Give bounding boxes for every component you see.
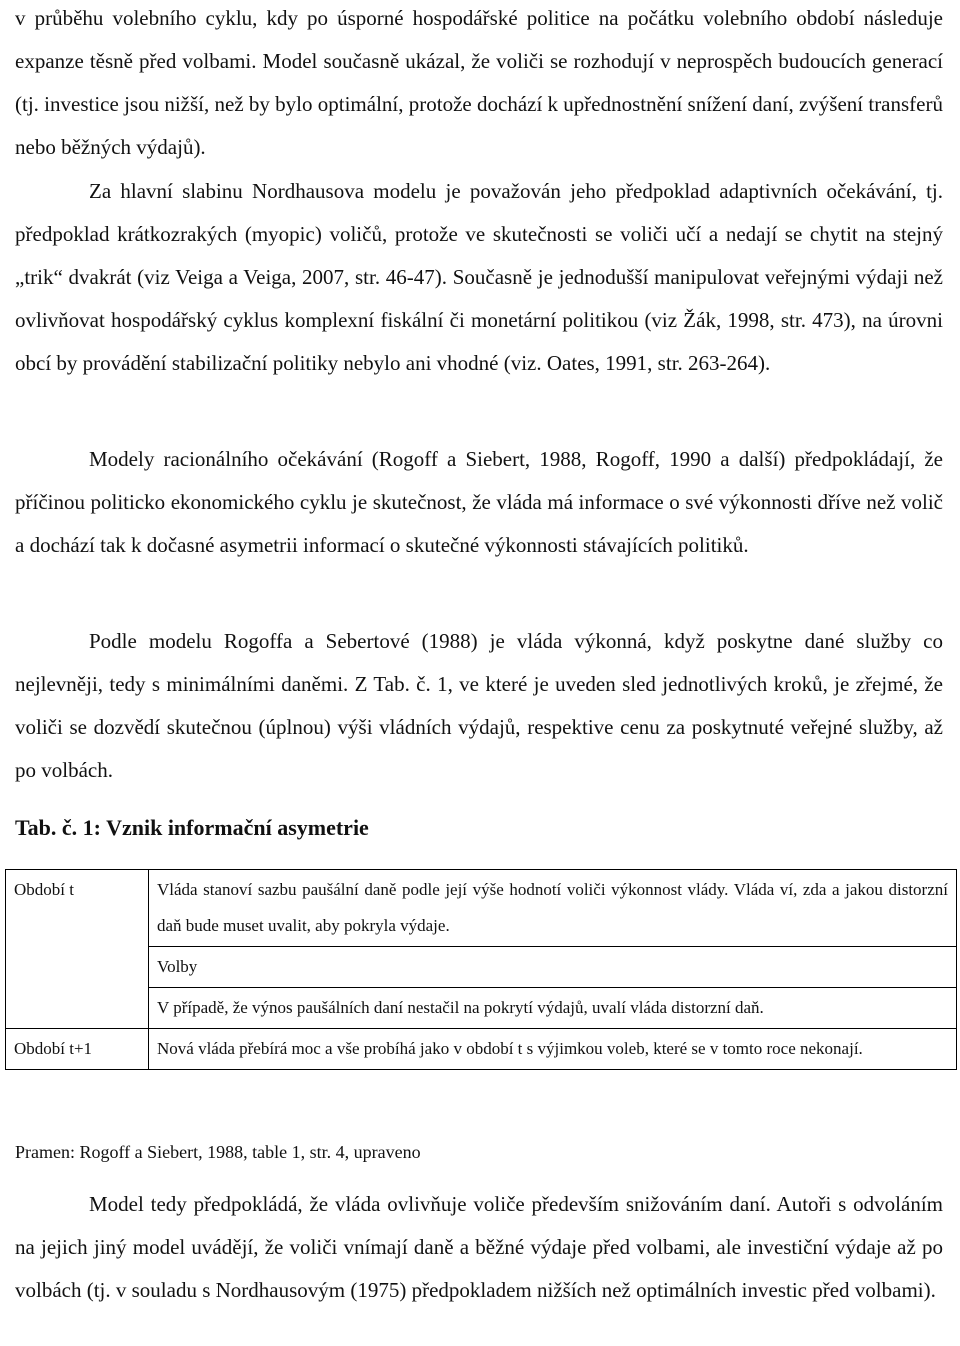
table-title: Tab. č. 1: Vznik informační asymetrie [15, 815, 369, 840]
table-source: Pramen: Rogoff a Siebert, 1988, table 1, str. 4, upraveno [15, 1142, 421, 1162]
paragraph-1: v průběhu volebního cyklu, kdy po úsporné hospodářské politice na počátku volebního období následuje expanze těsně před volbami. Model současně ukázal, že voliči se rozhodují v neprospěch budoucích generací (tj. investice jsou nižší, než by bylo optimální, protože dochází k upřednostnění snížení daní, zvýšení transferů nebo běžných výdajů). [15, 6, 943, 159]
paragraph-5: Model tedy předpokládá, že vláda ovlivňuje voliče především snižováním daní. Autoři s odvoláním na jejich jiný model uvádějí, že voliči vnímají daně a běžné výdaje před volbami, ale investiční výdaje až po volbách (tj. v souladu s Nordhausovým (1975) předpokladem nižších než optimálních investic před volbami). [15, 1192, 943, 1302]
table-row-3-text: V případě, že výnos paušálních daní nestačil na pokrytí výdajů, uvalí vláda distorzní daň. [149, 988, 957, 1029]
paragraph-4: Podle modelu Rogoffa a Sebertové (1988) je vláda výkonná, když poskytne dané služby co nejlevněji, tedy s minimálními daněmi. Z Tab. č. 1, ve které je uveden sled jednotlivých kroků, je zřejmé, že voliči se dozvědí skutečnou (úplnou) výši vládních výdajů, respektive cenu za poskytnuté veřejné služby, až po volbách. [15, 629, 943, 782]
period-t-cell: Období t [6, 870, 149, 1029]
table-row-1-text: Vláda stanoví sazbu paušální daně podle její výše hodnotí voliči výkonnost vlády. Vláda ví, zda a jakou distorzní daň bude muset uvalit, aby pokryla výdaje. [149, 870, 957, 947]
table-row-4-text: Nová vláda přebírá moc a vše probíhá jako v období t s výjimkou voleb, které se v tomto roce nekonají. [149, 1029, 957, 1070]
info-asymmetry-table [5, 869, 957, 1070]
period-t1-cell: Období t+1 [6, 1029, 149, 1070]
table-row [6, 988, 957, 1029]
table-row [6, 870, 957, 947]
paragraph-3: Modely racionálního očekávání (Rogoff a Siebert, 1988, Rogoff, 1990 a další) předpokládají, že příčinou politicko ekonomického cyklu je skutečnost, že vláda má informace o své výkonnosti dříve než volič a dochází tak k dočasné asymetrii informací o skutečné výkonnosti stávajících politiků. [15, 447, 943, 557]
table-row-2-text: Volby [149, 947, 957, 988]
table-row [6, 1029, 957, 1070]
paragraph-2: Za hlavní slabinu Nordhausova modelu je považován jeho předpoklad adaptivních očekávání, tj. předpoklad krátkozrakých (myopic) voličů, protože ve skutečnosti se voliči učí a nedají se chytit na stejný „trik“ dvakrát (viz Veiga a Veiga, 2007, str. 46-47). Současně je jednodušší manipulovat veřejnými výdaji než ovlivňovat hospodářský cyklus komplexní fiskální či monetární politikou (viz Žák, 1998, str. 473), na úrovni obcí by provádění stabilizační politiky nebylo ani vhodné (viz. Oates, 1991, str. 263-264). [15, 179, 943, 375]
table-row [6, 947, 957, 988]
